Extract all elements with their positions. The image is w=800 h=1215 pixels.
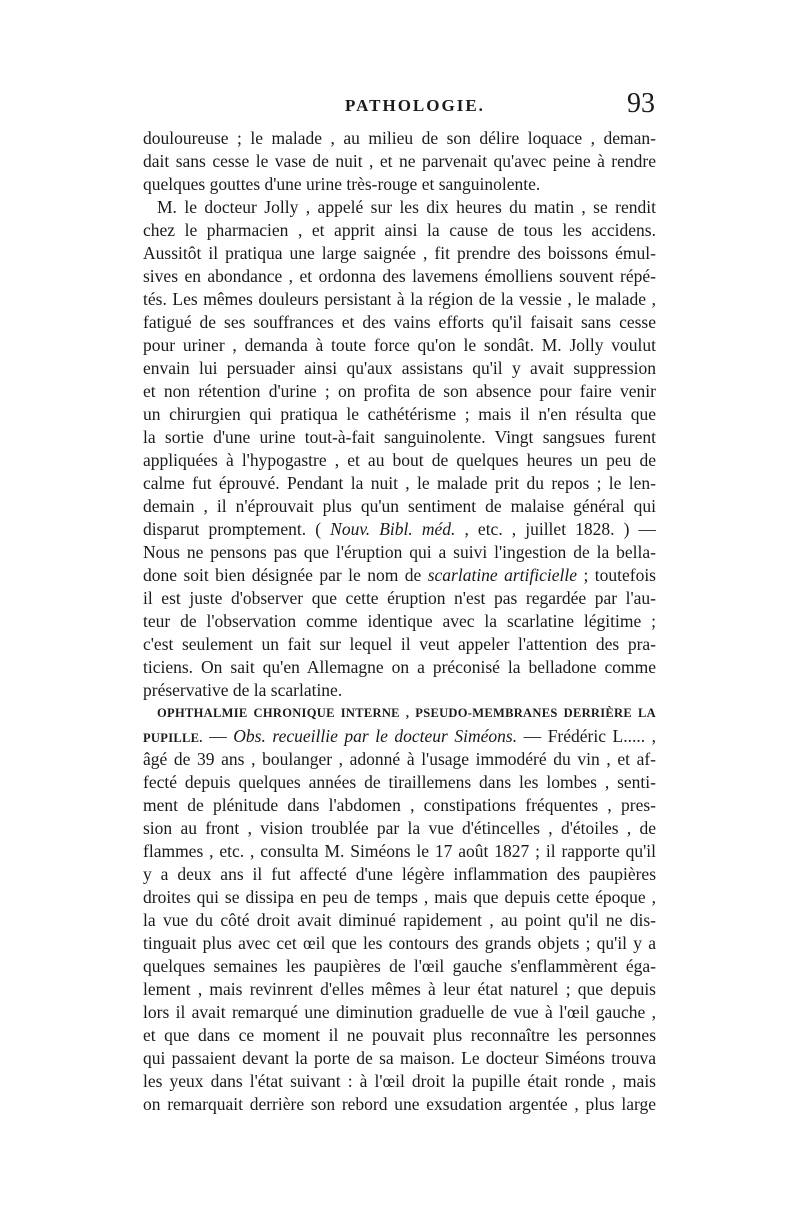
text-line: Nous ne pensons pas que l'éruption qui a suivi l'ingestion de la bella- [143,542,656,562]
text-line: âgé de 39 ans , boulanger , adonné à l'usage immodéré du vin , et af- [143,749,656,769]
text-line: lement , mais revinrent d'elles mêmes à leur état naturel ; que depuis [143,979,656,999]
page-header [140,88,660,124]
reference-text: disparut promptement. ( [143,519,331,539]
text-line: y a deux ans il fut affecté d'une légère inflammation des paupières [143,864,656,884]
heading-line [143,725,656,748]
text-line: la vue du côté droit avait diminué rapidement , au point qu'il ne dis- [143,910,656,930]
text-line: les yeux dans l'état suivant : à l'œil droit la pupille était ronde , mais [143,1071,656,1091]
text-line: appliquées à l'hypogastre , et au bout de quelques heures un peu de [143,450,656,470]
heading-continuation: PUPILLE. [143,731,203,745]
text-line: quelques semaines les paupières de l'œil gauche s'enflammèrent éga- [143,956,656,976]
text-line: c'est seulement un fait sur lequel il veut appeler l'attention des pra- [143,634,656,654]
text-line: un chirurgien qui pratiqua le cathétérisme ; mais il n'en résulta que [143,404,656,424]
heading-dash: — [202,726,234,746]
text-line: quelques gouttes d'une urine très-rouge et sanguinolente. [143,174,541,194]
text-line: sion au front , vision troublée par la vue d'étincelles , d'étoiles , de [143,818,656,838]
text-line: préservative de la scarlatine. [143,680,343,700]
text-line: fecté depuis quelques années de tiraillemens dans les lombes , senti- [143,772,656,792]
text-line: chez le pharmacien , et apprit ainsi la cause de tous les accidens. [143,220,656,240]
text-line: envain lui persuader ainsi qu'aux assistans qu'il y avait suppression [143,358,656,378]
text-line: flammes , etc. , consulta M. Siméons le 17 août 1827 ; il rapporte qu'il [143,841,656,861]
text-span: ; toutefois [577,565,656,585]
text-line: douloureuse ; le malade , au milieu de son délire loquace , deman- [143,128,656,148]
text-line: M. le docteur Jolly , appelé sur les dix heures du matin , se rendit [157,197,656,217]
text-line: on remarquait derrière son rebord une exsudation argentée , plus large [143,1094,656,1114]
page-number: 93 [627,88,655,119]
text-line [143,564,656,587]
text-line: et que dans ce moment il ne pouvait plus reconnaître les personnes [143,1025,656,1045]
text-line: et non rétention d'urine ; on profita de son absence pour faire venir [143,381,656,401]
observation-source: Obs. recueillie par le docteur Siméons. [233,726,518,746]
text-line: ment de plénitude dans l'abdomen , constipations fréquentes , pres- [143,795,656,815]
text-line: calme fut éprouvé. Pendant la nuit , le malade prit du repos ; le len- [143,473,656,493]
text-line: droites qui se dissipa en peu de temps , mais que depuis cette époque , [143,887,656,907]
text-line: ticiens. On sait qu'en Allemagne on a préconisé la belladone comme [143,657,656,677]
text-line: dait sans cesse le vase de nuit , et ne parvenait qu'avec peine à rendre [143,151,656,171]
text-line: qui passaient devant la porte de sa maison. Le docteur Siméons trouva [143,1048,656,1068]
text-line: il est juste d'observer que cette éruption n'est pas regardée par l'au- [143,588,656,608]
text-line: tés. Les mêmes douleurs persistant à la région de la vessie , le malade , [143,289,656,309]
text-line: demain , il n'éprouvait plus qu'un sentiment de malaise général qui [143,496,656,516]
text-line: tinguait plus avec cet œil que les contours des grands objets ; qu'il y a [143,933,656,953]
text-span: done soit bien désignée par le nom de [143,565,428,585]
text-line: fatigué de ses souffrances et des vains efforts qu'il faisait sans cesse [143,312,656,332]
body-text [143,127,656,1116]
text-line: Aussitôt il pratiqua une large saignée , fit prendre des boissons émul- [143,243,656,263]
reference-title: Nouv. Bibl. méd. [330,519,456,539]
text-line: sives en abondance , et ordonna des lavemens émolliens souvent répé- [143,266,656,286]
section-heading: OPHTHALMIE CHRONIQUE INTERNE , PSEUDO-MEMBRANES DERRIÈRE LA [157,706,656,720]
text-line: pour uriner , demanda à toute force qu'on le sondât. M. Jolly voulut [143,335,656,355]
text-line: la sortie d'une urine tout-à-fait sanguinolente. Vingt sangsues furent [143,427,656,447]
patient-name: — Frédéric L..... , [517,726,656,746]
reference-text: , etc. , juillet 1828. ) — [455,519,656,539]
text-line: lors il avait remarqué une diminution graduelle de vue à l'œil gauche , [143,1002,656,1022]
running-head: PATHOLOGIE. [345,96,485,115]
italic-term: scarlatine artificielle [427,565,578,585]
text-line: teur de l'observation comme identique avec la scarlatine légitime ; [143,611,656,631]
reference-line [143,518,656,541]
